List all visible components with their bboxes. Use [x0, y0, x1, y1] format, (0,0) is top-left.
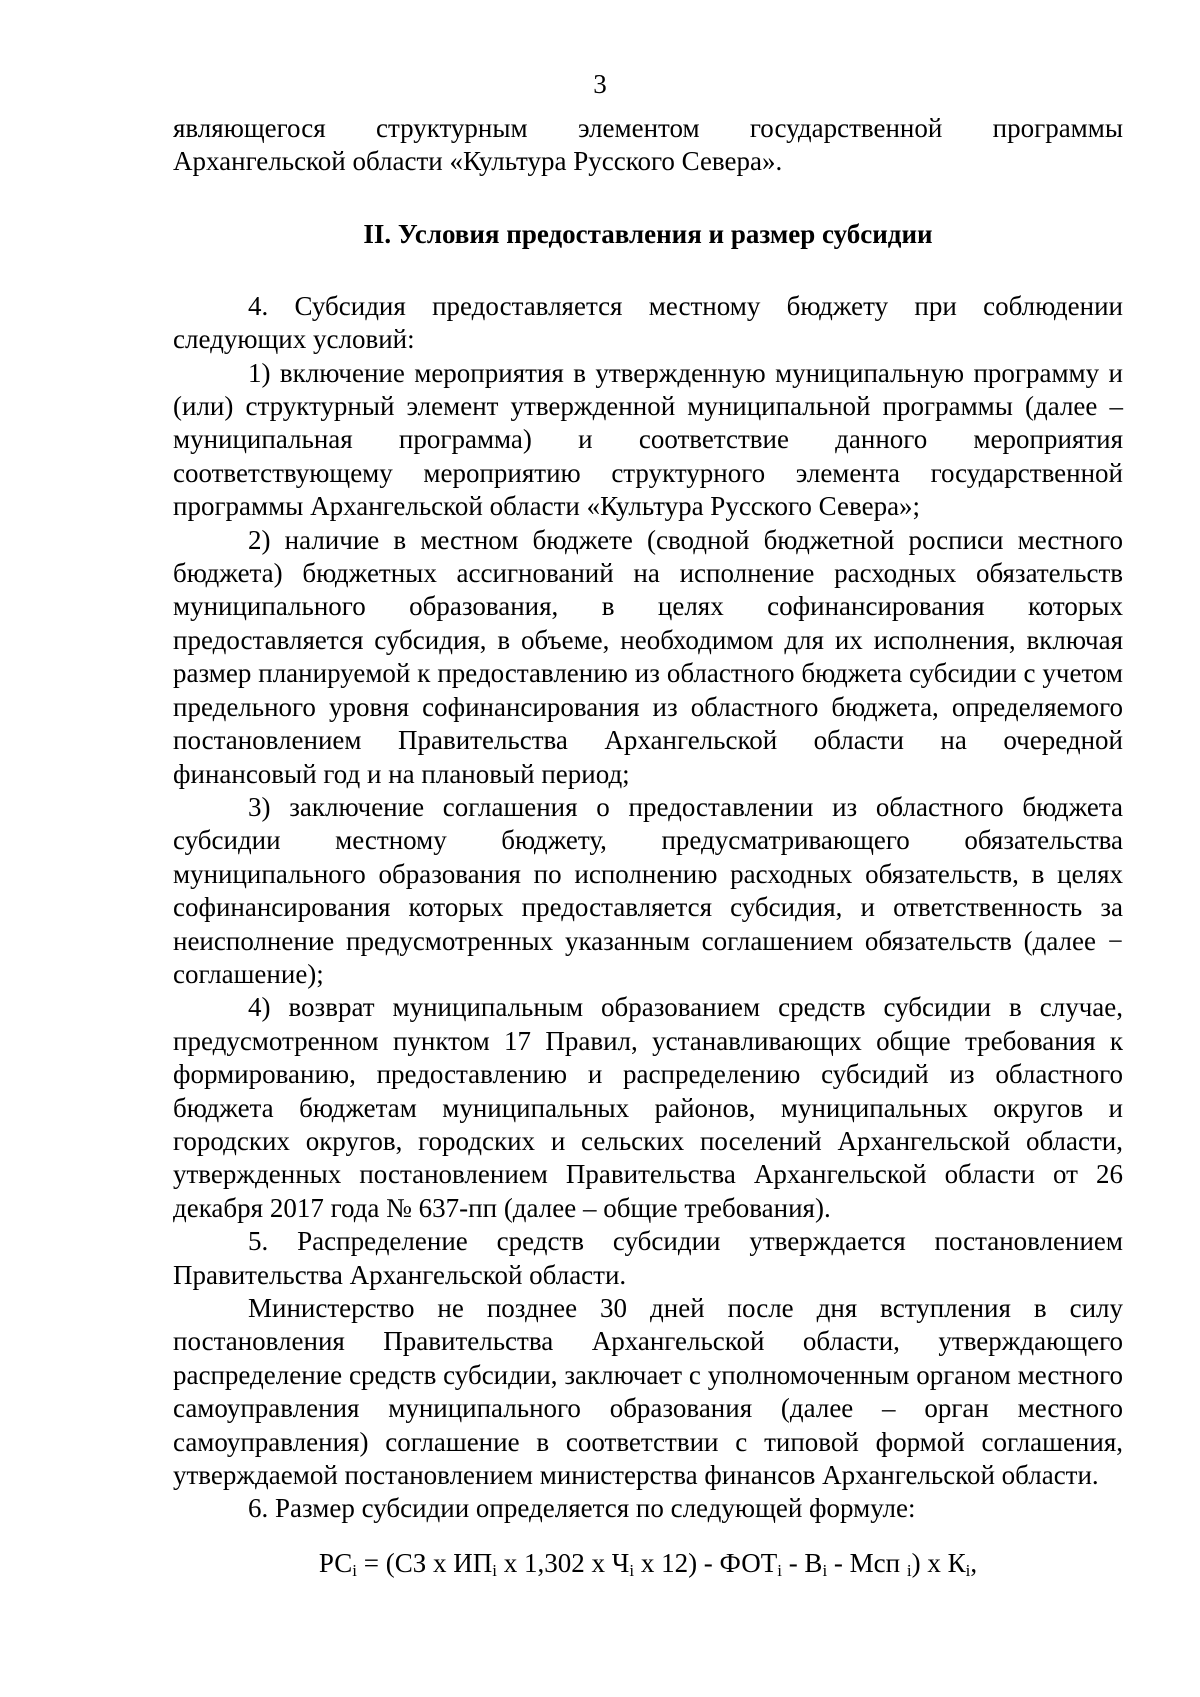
paragraph-4: 4. Субсидия предоставляется местному бюджету при соблюдении следующих условий:: [173, 290, 1123, 355]
formula-part: РС: [318, 1547, 353, 1578]
subsidy-formula: [173, 1546, 1123, 1580]
formula-part: = (СЗ х ИП: [357, 1547, 493, 1578]
formula-part: ) х К: [911, 1547, 966, 1578]
document-body: [173, 112, 1123, 1580]
formula-subscript: i: [777, 1560, 782, 1580]
condition-3: 3) заключение соглашения о предоставлении из областного бюджета субсидии местному бюджету, предусматривающего обязательства муниципального образования по исполнению расходных обязательств, в целях софинансирования которых предоставляется субсидия, и ответственность за неисполнение предусмотренных указанным соглашением обязательств (далее − соглашение);: [173, 791, 1123, 989]
condition-1: 1) включение мероприятия в утвержденную муниципальную программу и (или) структурный элемент утвержденной муниципальной программы (далее – муниципальная программа) и соответствие данного мероприятия соответствующему мероприятию структурного элемента государственной программы Архангельской области «Культура Русского Севера»;: [173, 357, 1123, 522]
ministry-paragraph: Министерство не позднее 30 дней после дня вступления в силу постановления Правительства Архангельской области, утверждающего распределение средств субсидии, заключает с уполномоченным органом местного самоуправления муниципального образования (далее – орган местного самоуправления) соглашение в соответствии с типовой формой соглашения, утверждаемой постановлением министерства финансов Архангельской области.: [173, 1293, 1123, 1491]
paragraph-6: 6. Размер субсидии определяется по следующей формуле:: [248, 1493, 916, 1524]
page-number: 3: [593, 69, 607, 99]
formula-subscript: i: [352, 1560, 358, 1580]
formula-part: - Мсп: [827, 1547, 907, 1578]
formula-subscript: i: [492, 1560, 498, 1580]
formula-subscript: i: [629, 1560, 635, 1580]
formula-subscript: i: [906, 1560, 912, 1580]
condition-4: 4) возврат муниципальным образованием средств субсидии в случае, предусмотренном пунктом 17 Правил, устанавливающих общие требования к формированию, предоставлению и распределению субсидий из областного бюджета бюджетам муниципальных районов, муниципальных округов и городских округов, городских и сельских поселений Архангельской области, утвержденных постановлением Правительства Архангельской области от 26 декабря 2017 года № 637-пп (далее – общие требования).: [173, 992, 1123, 1223]
formula-part: х 12) - ФОТ: [634, 1547, 778, 1578]
formula-part: ,: [970, 1547, 978, 1578]
formula-subscript: i: [965, 1560, 971, 1580]
section-heading: II. Условия предоставления и размер субсидии: [363, 218, 933, 249]
continuation-text: являющегося структурным элементом государственной программы Архангельской области «Культура Русского Севера».: [173, 113, 1123, 177]
formula-part: - В: [781, 1547, 823, 1578]
paragraph-5: 5. Распределение средств субсидии утверждается постановлением Правительства Архангельской области.: [173, 1226, 1123, 1290]
condition-2: 2) наличие в местном бюджете (сводной бюджетной росписи местного бюджета) бюджетных ассигнований на исполнение расходных обязательств муниципального образования, в целях софинансирования которых предоставляется субсидия, в объеме, необходимом для их исполнения, включая размер планируемой к предоставлению из областного бюджета субсидии с учетом предельного уровня софинансирования из областного бюджета, определяемого постановлением Правительства Архангельской области на очередной финансовый год и на плановый период;: [173, 524, 1123, 789]
formula-part: х 1,302 х Ч: [497, 1547, 630, 1578]
formula-subscript: i: [822, 1560, 828, 1580]
